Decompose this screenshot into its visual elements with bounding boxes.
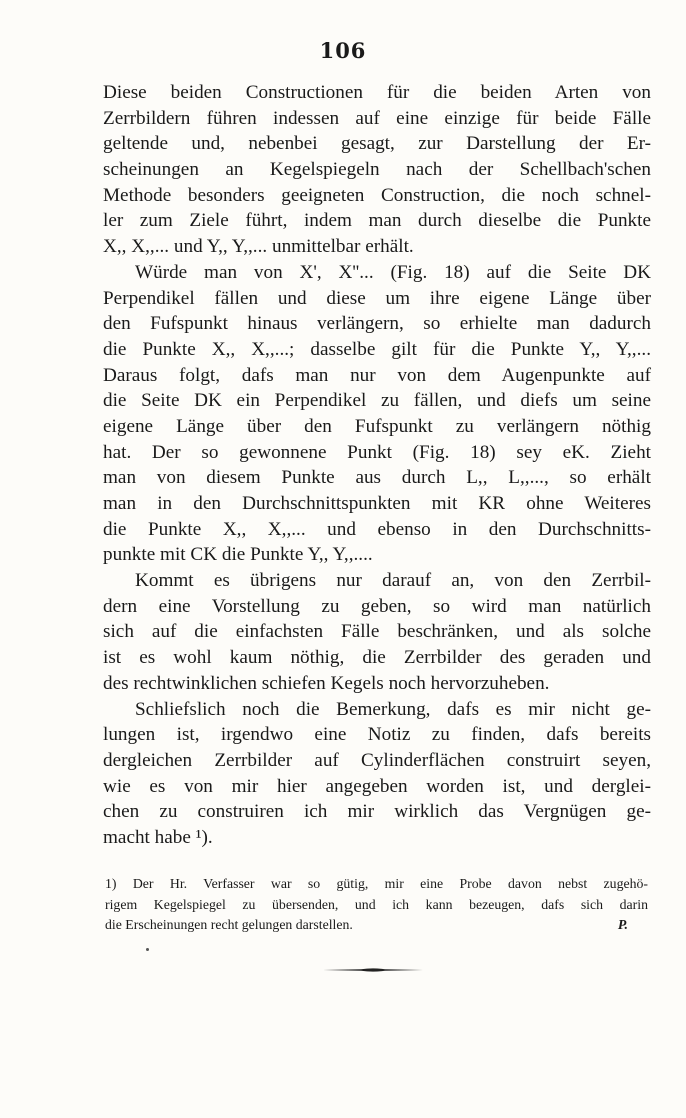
text-line: des rechtwinklichen schiefen Kegels noch hervorzuheben.: [103, 672, 550, 694]
text-line: man in den Durchschnittspunkten mit KR ohne Weiteres: [103, 493, 651, 514]
text-line: Kommt es übrigens nur darauf an, von den Zerrbil-: [135, 570, 651, 592]
text-line: die Seite DK ein Perpendikel zu fällen, und diefs um seine: [103, 390, 651, 412]
paper-speck: [146, 948, 149, 951]
text-line: X,, X,,... und Y,, Y,,... unmittelbar erhält.: [103, 236, 414, 258]
page-number: 106: [319, 38, 367, 63]
footnote-line: die Erscheinungen recht gelungen darstellen.: [105, 917, 353, 932]
text-line: dern eine Vorstellung zu geben, so wird man natürlich: [103, 595, 651, 617]
text-line: Daraus folgt, dafs man nur von dem Augenpunkte auf: [103, 364, 651, 386]
text-line: Methode besonders geeigneten Construction, die noch schnel-: [103, 184, 651, 206]
text-line: sich auf die einfachsten Fälle beschränken, und als solche: [103, 621, 651, 643]
ornamental-rule: [323, 966, 423, 974]
text-line: Schliefslich noch die Bemerkung, dafs es mir nicht ge-: [135, 698, 651, 720]
text-line: geltende und, nebenbei gesagt, zur Darstellung der Er-: [103, 133, 651, 155]
text-line: chen zu construiren ich mir wirklich das Vergnügen ge-: [103, 801, 651, 823]
text-line: lungen ist, irgendwo eine Notiz zu finden, dafs bereits: [103, 724, 651, 746]
footnote: [105, 874, 648, 936]
text-line: hat. Der so gewonnene Punkt (Fig. 18) sey eK. Zieht: [103, 441, 651, 463]
text-line: macht habe ¹).: [103, 826, 213, 848]
text-line: die Punkte X,, X,,...; dasselbe gilt für die Punkte Y,, Y,,...: [103, 338, 651, 360]
text-line: Perpendikel fällen und diese um ihre eigene Länge über: [103, 287, 651, 309]
footnote-line: 1) Der Hr. Verfasser war so gütig, mir eine Probe davon nebst zugehö-: [105, 876, 648, 891]
text-line: wie es von mir hier angegeben worden ist, und derglei-: [103, 775, 651, 797]
text-line: den Fufspunkt hinaus verlängern, so erhielte man dadurch: [103, 313, 651, 335]
text-line: Zerrbildern führen indessen auf eine einzige für beide Fälle: [103, 107, 651, 129]
text-line: die Punkte X,, X,,... und ebenso in den Durchschnitts-: [103, 518, 651, 540]
footnote-signature: P.: [617, 917, 628, 932]
text-line: dergleichen Zerrbilder auf Cylinderflächen construirt seyen,: [103, 749, 651, 771]
text-line: punkte mit CK die Punkte Y,, Y,,....: [103, 544, 373, 566]
text-line: ist es wohl kaum nöthig, die Zerrbilder des geraden und: [103, 647, 651, 669]
text-line: man von diesem Punkte aus durch L,, L,,..., so erhält: [103, 467, 651, 489]
footnote-last-row: [105, 915, 648, 936]
body-text: [103, 80, 651, 851]
text-line: Würde man von X', X''... (Fig. 18) auf die Seite DK: [135, 261, 651, 283]
footnote-line: rigem Kegelspiegel zu übersenden, und ich kann bezeugen, dafs sich darin: [105, 896, 648, 912]
text-line: Diese beiden Constructionen für die beiden Arten von: [103, 82, 651, 103]
text-line: eigene Länge über den Fufspunkt zu verlängern nöthig: [103, 415, 651, 437]
text-line: scheinungen an Kegelspiegeln nach der Schellbach'schen: [103, 159, 651, 181]
text-line: ler zum Ziele führt, indem man durch dieselbe die Punkte: [103, 210, 651, 232]
